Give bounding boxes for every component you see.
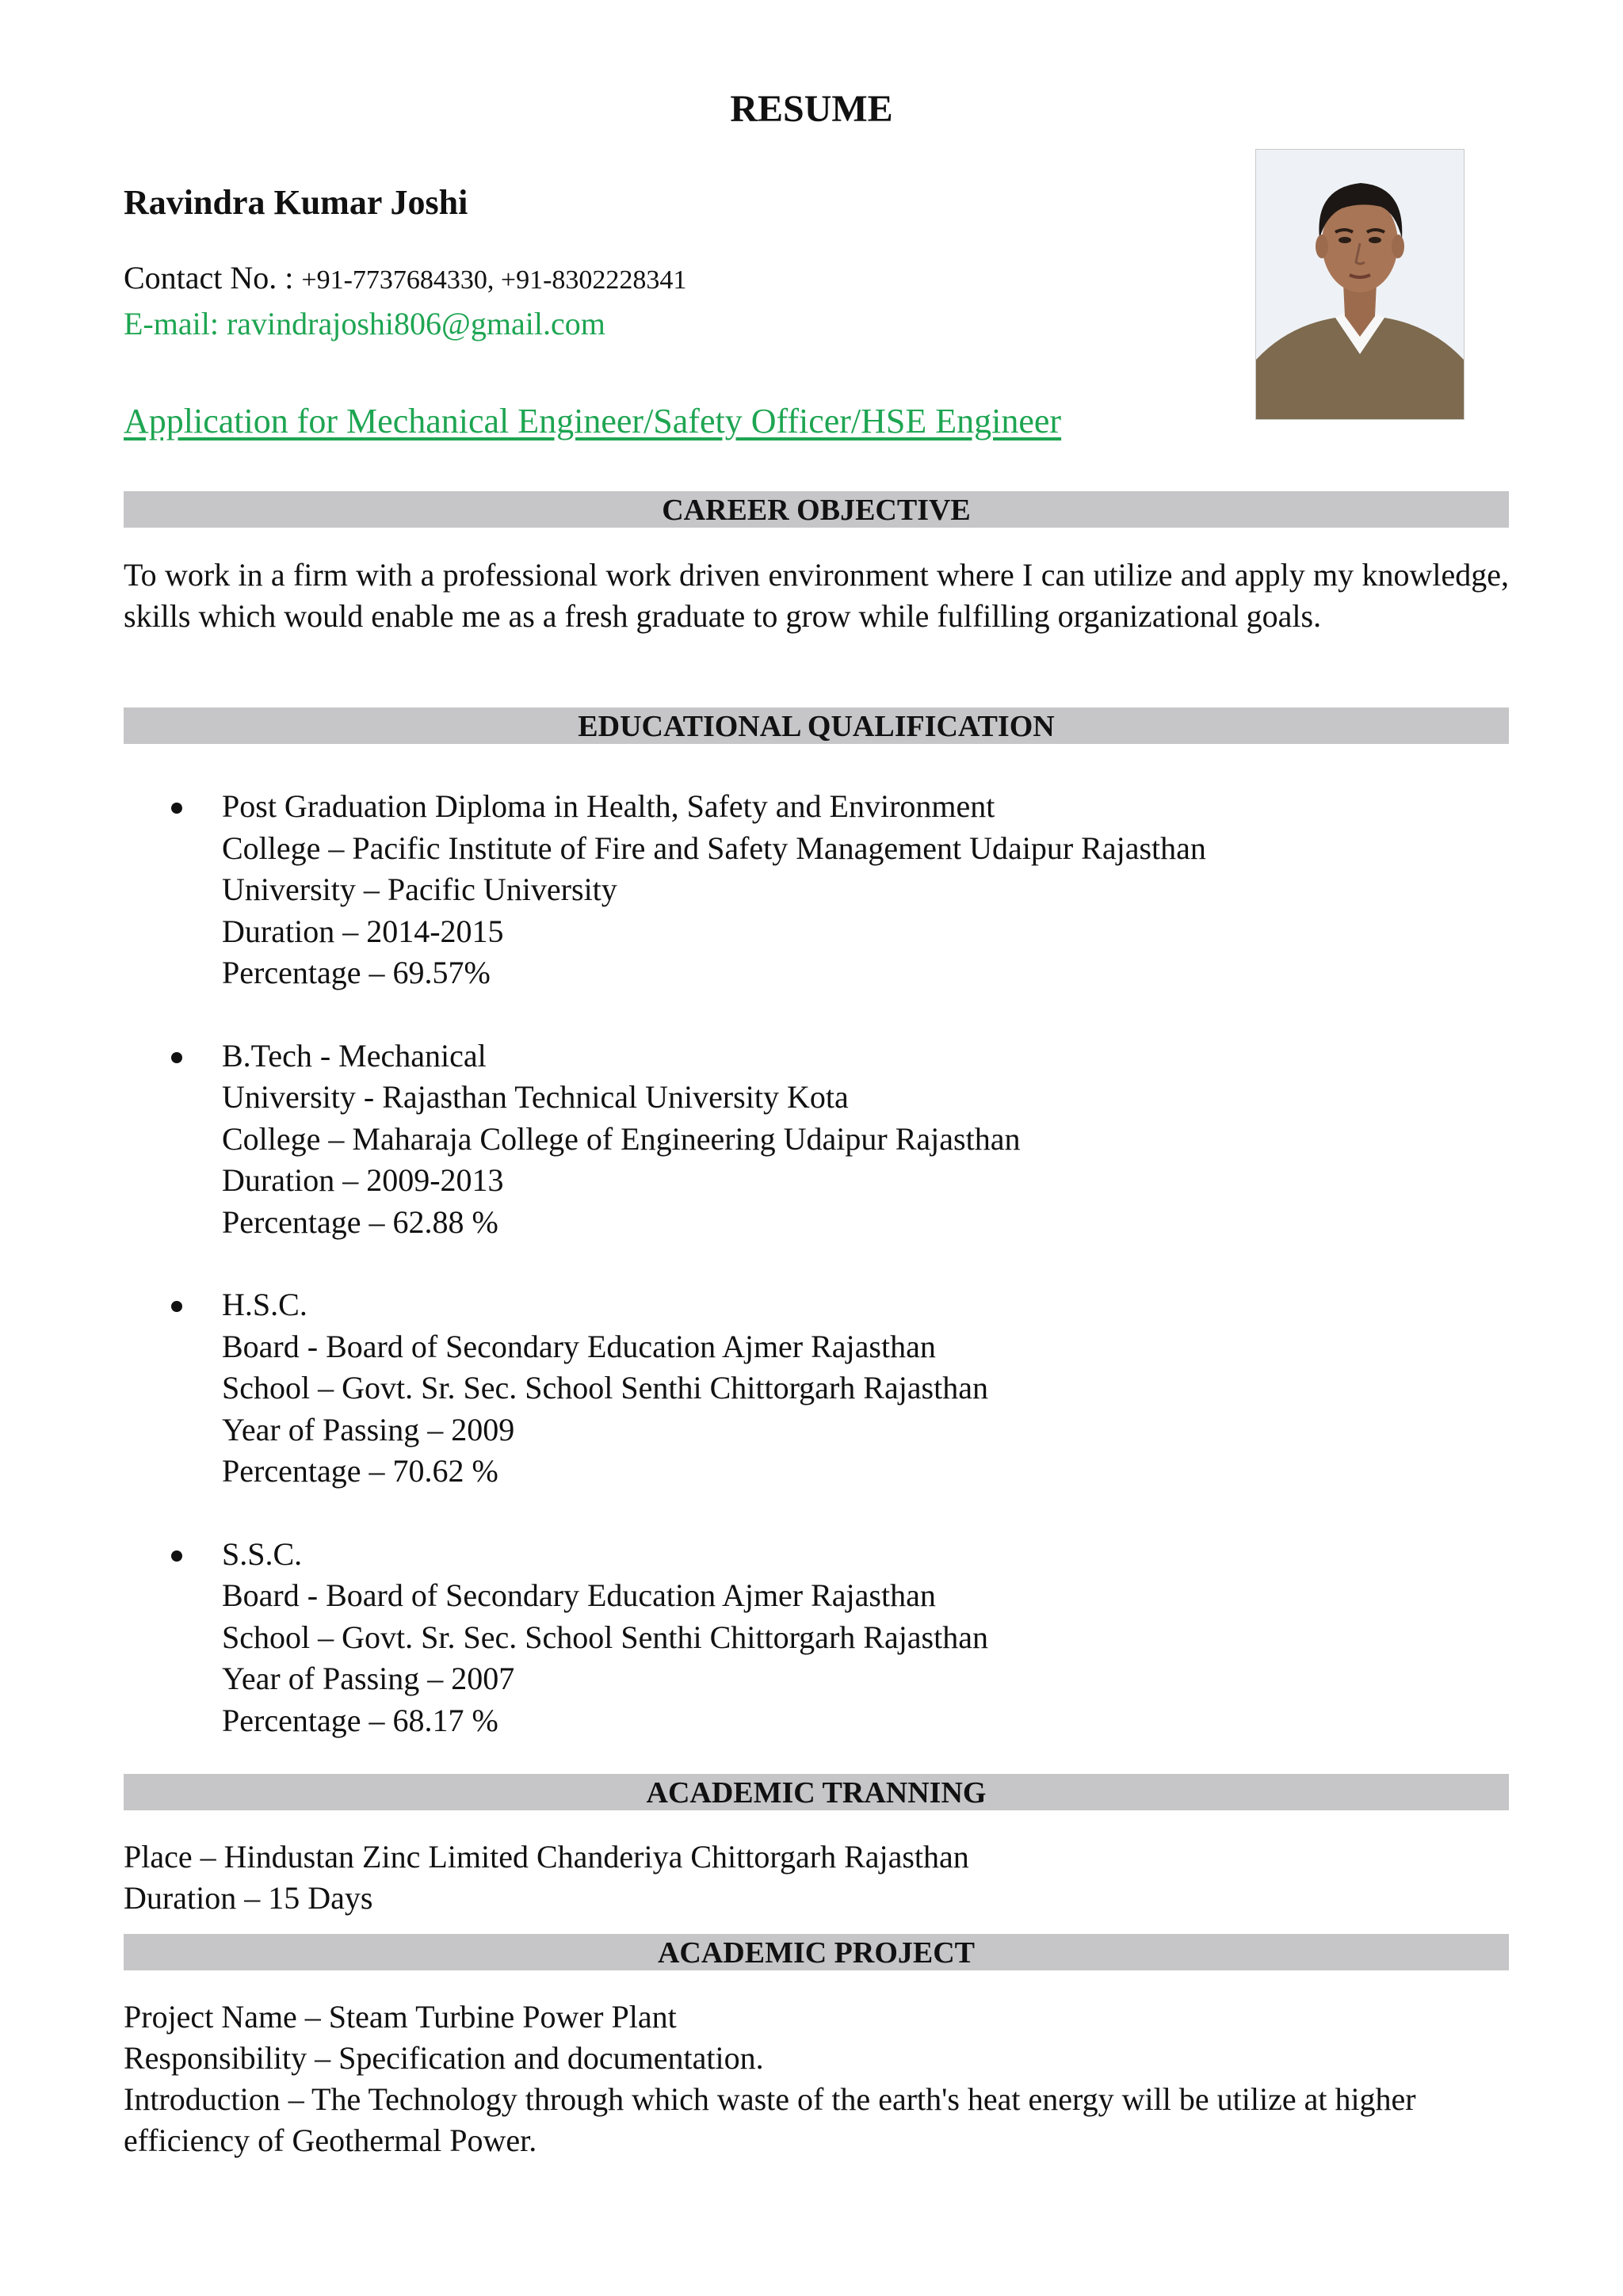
bullet-icon [171, 1301, 182, 1312]
education-line: S.S.C. [222, 1535, 303, 1572]
education-line: Year of Passing – 2007 [222, 1661, 515, 1696]
profile-photo [1255, 149, 1465, 420]
education-line: College – Pacific Institute of Fire and Safety Management Udaipur Rajasthan [222, 830, 1206, 866]
contact-numbers: +91-7737684330, +91-8302228341 [301, 265, 687, 295]
profile-photo-illustration [1256, 150, 1464, 419]
education-line: Duration – 2014-2015 [222, 913, 504, 949]
project-line: Responsibility – Specification and documentation. [124, 2040, 764, 2076]
training-line: Place – Hindustan Zinc Limited Chanderiya Chittorgarh Rajasthan [124, 1839, 969, 1875]
education-line: H.S.C. [222, 1287, 307, 1322]
education-line: Percentage – 70.62 % [222, 1453, 498, 1489]
education-line: Post Graduation Diploma in Health, Safety and Environment [222, 788, 995, 824]
section-heading-project: ACADEMIC PROJECT [124, 1934, 1509, 1970]
contact-line [124, 258, 686, 300]
list-item [124, 1284, 1509, 1493]
candidate-name: Ravindra Kumar Joshi [124, 183, 468, 222]
education-line: College – Maharaja College of Engineering Udaipur Rajasthan [222, 1120, 1021, 1157]
education-line: School – Govt. Sr. Sec. School Senthi Chittorgarh Rajasthan [222, 1619, 988, 1655]
training-details [124, 1836, 1509, 1919]
education-line: Percentage – 68.17 % [222, 1702, 498, 1738]
section-heading-training: ACADEMIC TRANNING [124, 1774, 1509, 1810]
training-line: Duration – 15 Days [124, 1880, 373, 1916]
email-line: E-mail: ravindrajoshi806@gmail.com [124, 306, 605, 341]
education-line: Duration – 2009-2013 [222, 1162, 504, 1198]
project-line: Project Name – Steam Turbine Power Plant [124, 1999, 677, 2035]
education-line: Year of Passing – 2009 [222, 1411, 515, 1447]
bullet-icon [171, 1550, 182, 1562]
project-details [124, 1997, 1509, 2161]
page-title: RESUME [730, 88, 893, 130]
bullet-icon [171, 803, 182, 814]
education-line: Board - Board of Secondary Education Ajmer Rajasthan [222, 1328, 936, 1364]
education-line: Percentage – 62.88 % [222, 1203, 498, 1240]
education-list [124, 786, 1509, 1741]
education-line: B.Tech - Mechanical [222, 1037, 487, 1074]
education-line: University – Pacific University [222, 871, 617, 907]
list-item [124, 1534, 1509, 1742]
project-line: Introduction – The Technology through which waste of the earth's heat energy will be utilize at higher efficiency of Geothermal Power. [124, 2081, 1416, 2158]
section-heading-career-objective: CAREER OBJECTIVE [124, 491, 1509, 528]
contact-label: Contact No. : [124, 260, 302, 296]
list-item [124, 1035, 1509, 1244]
application-heading: Application for Mechanical Engineer/Safety Officer/HSE Engineer [124, 402, 1062, 441]
list-item [124, 786, 1509, 994]
bullet-icon [171, 1052, 182, 1063]
education-line: Board - Board of Secondary Education Ajmer Rajasthan [222, 1577, 936, 1613]
section-heading-education: EDUCATIONAL QUALIFICATION [124, 707, 1509, 744]
education-line: Percentage – 69.57% [222, 955, 491, 990]
education-line: University - Rajasthan Technical University Kota [222, 1079, 849, 1115]
education-line: School – Govt. Sr. Sec. School Senthi Chittorgarh Rajasthan [222, 1370, 988, 1405]
career-objective-text: To work in a firm with a professional work driven environment where I can utilize and apply my knowledge, skills which would enable me as a fresh graduate to grow while fulfilling organizational goals. [124, 557, 1509, 634]
